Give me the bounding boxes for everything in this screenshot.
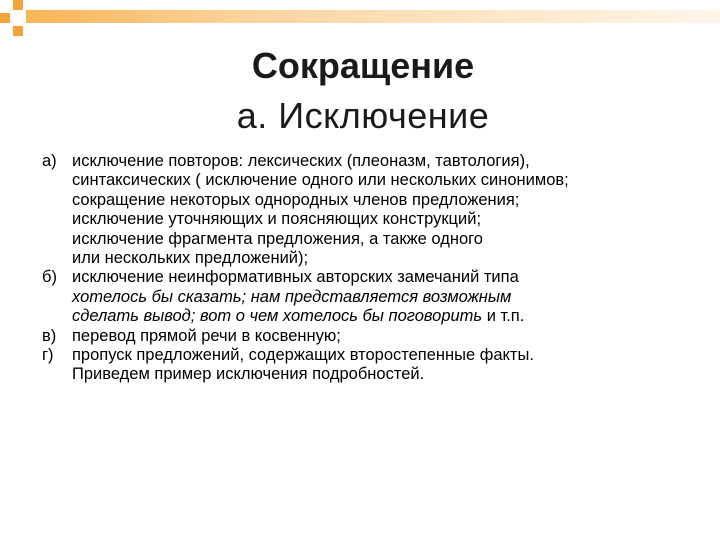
list-item-text: перевод прямой речи в косвенную; [72,326,341,345]
list-item-text: сокращение некоторых однородных членов предложения; [72,190,520,209]
list-marker: в) [42,326,57,345]
list-item [42,327,642,346]
top-gradient-bar [26,10,720,23]
list-item [42,268,642,326]
list-marker: г) [42,346,54,365]
list-item [42,152,642,268]
list-item-text: исключение уточняющих и поясняющих конструкций; [72,210,482,229]
slide-subtitle: а. Исключение [236,95,490,136]
list-item-text: исключение фрагмента предложения, а также одного [72,229,483,248]
list-item-italic-example: хотелось бы сказать; нам представляется возможным [72,287,512,306]
list-item-text-line [72,307,642,326]
slide-content-list [42,152,642,385]
list-item-italic-example: сделать вывод; вот о чем хотелось бы поговорить [72,307,483,326]
corner-decoration-square [0,13,10,23]
slide-title-block [0,44,720,138]
list-marker: а) [42,152,57,170]
list-item-text: синтаксических ( исключение одного или нескольких синонимов; [72,171,569,190]
list-item-text: пропуск предложений, содержащих второстепенные факты. [72,346,534,365]
slide-title: Сокращение [251,45,475,86]
list-item-text: Приведем пример исключения подробностей. [72,365,425,384]
list-item [42,346,642,385]
list-item-text: исключение повторов: лексических (плеоназм, тавтология), [72,152,530,170]
list-item-text: или нескольких предложений); [72,249,309,268]
list-item-text: исключение неинформативных авторских замечаний типа [72,268,519,287]
corner-decoration-square [13,13,23,23]
list-item-text: и т.п. [482,307,525,326]
list-marker: б) [42,268,57,287]
corner-decoration-square [13,0,23,10]
corner-decoration-square [13,26,23,36]
